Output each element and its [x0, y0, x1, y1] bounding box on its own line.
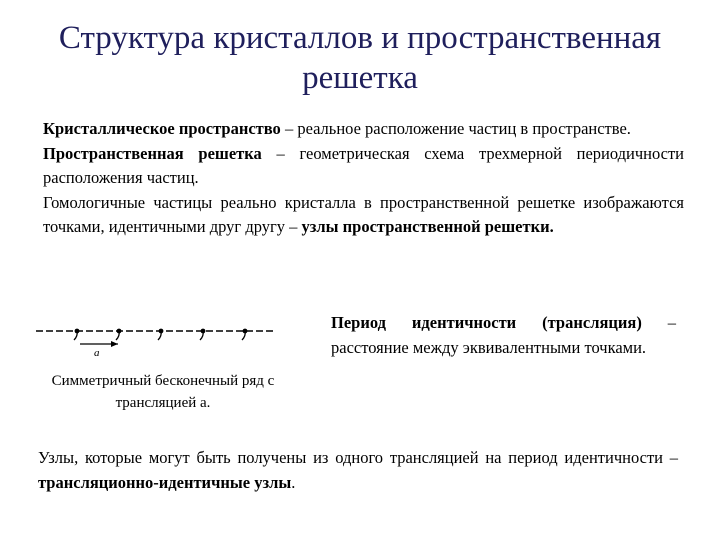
slide-title-line-1: Структура кристаллов и пространственная	[58, 20, 662, 56]
translation-label: a	[94, 347, 100, 359]
lattice-term: Пространственная решетка	[43, 143, 262, 163]
translation-nodes-term: трансляционно-идентичные узлы	[38, 472, 292, 492]
slide-title-line-2: решетка	[302, 60, 418, 96]
definitions-paragraph	[43, 117, 684, 240]
slide-title	[30, 18, 690, 98]
crystal-space-definition: – реальное расположение частиц в пространстве.	[280, 119, 631, 138]
homologous-definition: Гомологичные частицы реально кристалла в пространственной решетке изображаются точками, идентичными друг другу –	[43, 192, 684, 236]
translation-nodes-paragraph	[38, 446, 678, 495]
diagram-caption: Симметричный бесконечный ряд с трансляцией а.	[51, 373, 275, 411]
period-definition: – расстояние между эквивалентными точками.	[331, 313, 676, 357]
period-paragraph	[331, 311, 676, 360]
crystal-space-term: Кристаллическое пространство	[43, 119, 281, 138]
lattice-definition: – геометрическая схема трехмерной периодичности расположения частиц.	[43, 143, 685, 187]
translation-nodes-end: .	[291, 472, 296, 492]
lattice-nodes-term: узлы пространственной решетки.	[301, 217, 554, 236]
translation-row-diagram	[36, 314, 276, 360]
period-term: Период идентичности (трансляция)	[331, 313, 642, 332]
translation-nodes-text: Узлы, которые могут быть получены из одного трансляцией на период идентичности –	[38, 448, 678, 467]
translation-arrowhead	[111, 341, 118, 347]
